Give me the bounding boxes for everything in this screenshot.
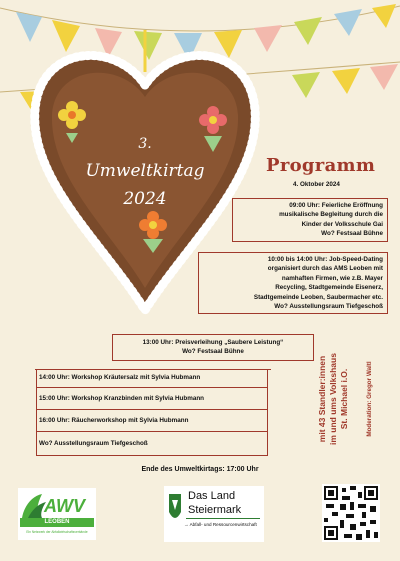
divider: [267, 369, 268, 456]
program-box-award: [112, 334, 314, 361]
flag-green: [294, 17, 322, 45]
moderation-text: Moderation: Gregor Waltl: [366, 361, 373, 437]
program-date: 4. Oktober 2024: [293, 181, 340, 188]
land-sub: → Abfall- und Ressourcenwirtschaft: [184, 522, 257, 527]
awv-tagline: Ein Netzwerk der Abfallwirtschaftsverbände: [26, 530, 88, 534]
jobdating-list1: Recycling, Stadtgemeinde Eisenerz,: [275, 284, 383, 292]
side-moderation: [366, 340, 373, 458]
land-steiermark-logo: [164, 486, 264, 542]
heart-line2: Umweltkirtag: [85, 161, 205, 181]
jobdating-org: organisiert durch das AMS Leoben mit: [267, 265, 383, 273]
workshop-1: 14:00 Uhr: Workshop Kräutersalz mit Sylvia Hubmann: [39, 374, 201, 381]
awv-name: AWV: [44, 496, 86, 516]
divider: [36, 369, 37, 456]
flag-pink: [370, 64, 398, 90]
flag-yellow: [372, 4, 396, 28]
side-line1: mit 43 Standler:innen: [317, 355, 327, 443]
workshop-location: Wo? Ausstellungsraum Tiefgeschoß: [39, 440, 148, 447]
jobdating-firms: namhaften Firmen, wie z.B. Mayer: [281, 274, 383, 282]
divider: [35, 369, 271, 370]
heart-line3: 2024: [123, 189, 167, 209]
side-info-standler: [317, 340, 350, 458]
land-line2: Steiermark: [188, 504, 242, 516]
qr-code-icon: [322, 484, 380, 542]
divider: [186, 518, 260, 519]
divider: [36, 455, 268, 456]
award-location: Wo? Festsaal Bühne: [182, 348, 244, 356]
side-line3: St. Michael i.O.: [339, 368, 349, 430]
opening-school: Kinder der Volksschule Gai: [301, 220, 383, 228]
program-title: Programm: [266, 155, 376, 176]
flag-blue: [334, 9, 362, 36]
opening-music: musikalische Begleitung durch die: [279, 211, 383, 219]
opening-time: 09:00 Uhr: Feierliche Eröffnung: [289, 202, 383, 209]
end-time: Ende des Umweltkirtags: 17:00 Uhr: [141, 466, 259, 473]
workshop-2: 15:00 Uhr: Workshop Kranzbinden mit Sylvia Hubmann: [39, 395, 205, 402]
awv-logo: [18, 488, 96, 540]
jobdating-list2: Stadtgemeinde Leoben, Saubermacher etc.: [253, 293, 383, 301]
steiermark-crest-icon: [168, 490, 182, 526]
flag-yellow: [332, 68, 360, 94]
flag-green: [292, 72, 320, 98]
awv-sub: LEOBEN: [20, 518, 94, 527]
jobdating-time: 10:00 bis 14:00 Uhr: Job-Speed-Dating: [267, 256, 383, 263]
side-line2: im und ums Volkshaus: [328, 353, 338, 445]
workshop-3: 16:00 Uhr: Räucherworkshop mit Sylvia Hubmann: [39, 417, 189, 424]
award-time: 13:00 Uhr: Preisverleihung „Saubere Leistung“: [142, 339, 284, 346]
program-box-opening: [232, 198, 388, 242]
land-line1: Das Land: [188, 490, 236, 502]
program-box-job-speed-dating: [198, 252, 388, 314]
heart-line1: 3.: [138, 136, 152, 152]
opening-location: Wo? Festsaal Bühne: [321, 230, 383, 238]
qr-code[interactable]: [322, 484, 380, 542]
divider: [36, 387, 268, 388]
jobdating-location: Wo? Ausstellungsraum Tiefgeschoß: [274, 303, 383, 311]
divider: [36, 431, 268, 432]
divider: [36, 409, 268, 410]
workshop-list: [36, 369, 268, 457]
